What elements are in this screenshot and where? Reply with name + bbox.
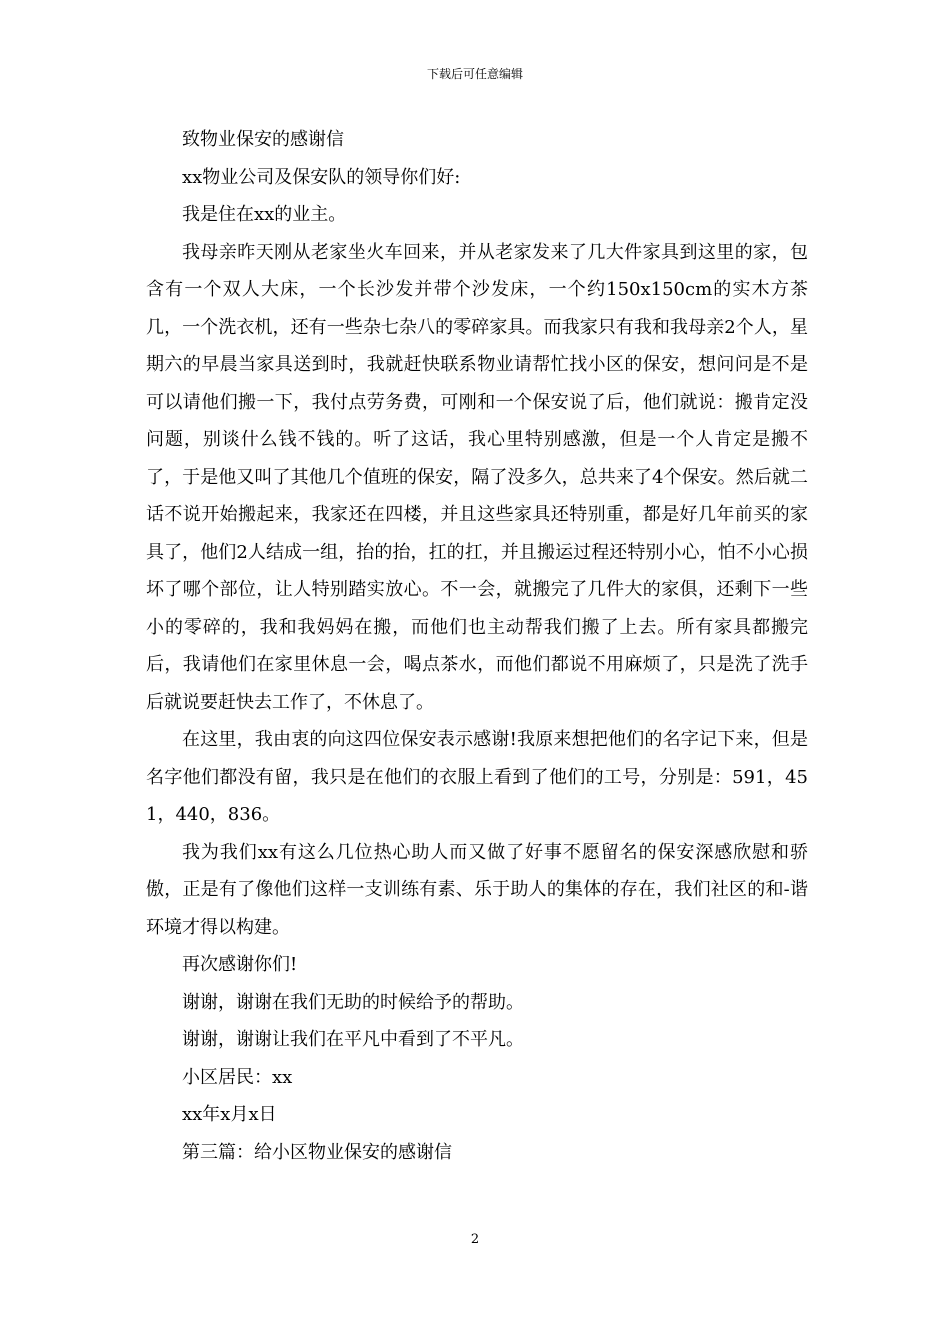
document-body (146, 121, 808, 1171)
letter-title: 致物业保安的感谢信 (182, 129, 344, 150)
closing-line-1: 谢谢，谢谢在我们无助的时候给予的帮助。 (182, 991, 524, 1013)
paragraph-story: 我母亲昨天刚从老家坐火车回来，并从老家发来了几大件家具到这里的家，包含有一个双人大床，一个长沙发并带个沙发床，一个约150x150cm的实木方茶几，一个洗衣机，还有一些杂七杂八的零碎家具。而我家只有我和我母亲2个人，星期六的早晨当家具送到时，我就赶快联系物业请帮忙找小区的保安，想问问是不是可以请他们搬一下，我付点劳务费，可刚和一个保安说了后，他们就说：搬肯定没问题，别谈什么钱不钱的。听了这话，我心里特别感激，但是一个人肯定是搬不了，于是他又叫了其他几个值班的保安，隔了没多久，总共来了4个保安。然后就二话不说开始搬起来，我家还在四楼，并且这些家具还特别重，都是好几年前买的家具了，他们2人结成一组，抬的抬，扛的扛，并且搬运过程还特别小心，怕不小心损坏了哪个部位，让人特别踏实放心。不一会，就搬完了几件大的家俱，还剩下一些小的零碎的，我和我妈妈在搬，而他们也主动帮我们搬了上去。所有家具都搬完后，我请他们在家里休息一会，喝点茶水，而他们都说不用麻烦了，只是洗了洗手后就说要赶快去工作了，不休息了。 (146, 241, 808, 713)
page-number: 2 (470, 1232, 480, 1247)
paragraph-pride: 我为我们xx有这么几位热心助人而又做了好事不愿留名的保安深感欣慰和骄傲，正是有了像他们这样一支训练有素、乐于助人的集体的存在，我们社区的和-谐环境才得以构建。 (146, 841, 808, 938)
salutation: xx物业公司及保安队的领导你们好: (182, 166, 461, 188)
paragraph-thanks: 在这里，我由衷的向这四位保安表示感谢!我原来想把他们的名字记下来，但是名字他们都没有留，我只是在他们的衣服上看到了他们的工号，分别是：591，451，440，836。 (146, 729, 808, 825)
intro-line: 我是住在xx的业主。 (182, 204, 347, 225)
closing-thanks: 再次感谢你们! (182, 954, 298, 975)
next-section-title: 第三篇：给小区物业保安的感谢信 (182, 1141, 452, 1163)
signature: 小区居民：xx (182, 1066, 293, 1088)
closing-line-2: 谢谢，谢谢让我们在平凡中看到了不平凡。 (182, 1029, 524, 1050)
date-line: xx年x月x日 (182, 1104, 277, 1125)
header-note: 下载后可任意编辑 (426, 67, 523, 81)
